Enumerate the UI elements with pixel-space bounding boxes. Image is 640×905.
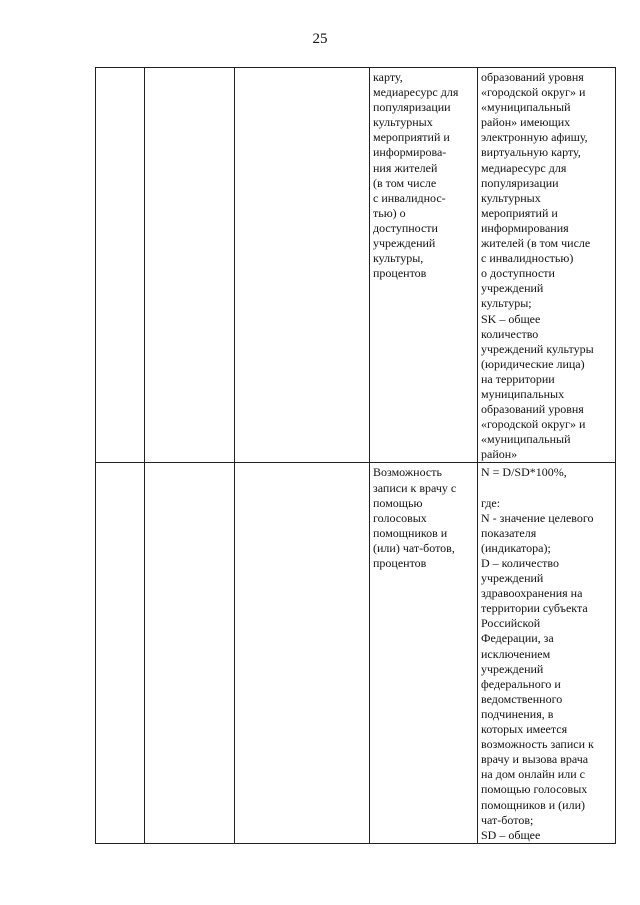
indicator-name-cell: карту, медиаресурс для популяризации культурных мероприятий и информирова- ния жителей (в том числе с инвалиднос- тью) о доступности учреждений культуры, процентов [370,68,478,463]
page-number: 25 [312,31,328,47]
indicator-table [95,67,616,844]
table-row [96,463,616,843]
table-row [96,68,616,463]
table-cell-empty [96,68,145,463]
calculation-method-cell: образований уровня «городской округ» и «муниципальный район» имеющих электронную афишу, виртуальную карту, медиаресурс для популяризации культурных мероприятий и информирования жителей (в том числе с инвалидностью) о доступности учреждений культуры; SK – общее количество учреждений культуры (юридические лица) на территории муниципальных образований уровня «городской округ» и «муниципальный район» [478,68,616,463]
table-cell-empty [96,463,145,843]
table-cell-empty [235,68,370,463]
table-cell-empty [145,68,235,463]
table-cell-empty [235,463,370,843]
indicator-name-cell: Возможность записи к врачу с помощью голосовых помощников и (или) чат-ботов, процентов [370,463,478,843]
table-cell-empty [145,463,235,843]
calculation-method-cell: N = D/SD*100%, где: N - значение целевого показателя (индикатора); D – количество учреждений здравоохранения на территории субъекта Российской Федерации, за исключением учреждений федерального и ведомственного подчинения, в которых имеется возможность записи к врачу и вызова врача на дом онлайн или с помощью голосовых помощников и (или) чат-ботов; SD – общее [478,463,616,843]
